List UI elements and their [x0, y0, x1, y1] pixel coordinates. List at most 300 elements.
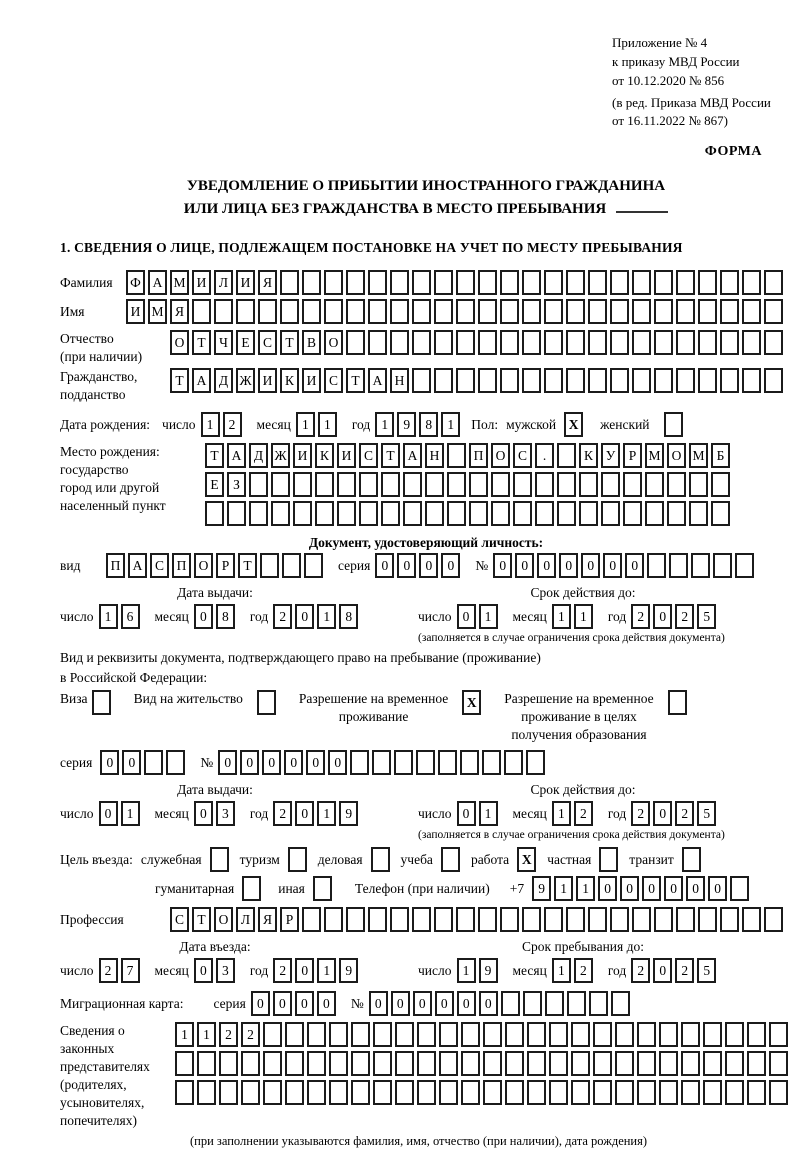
char-box[interactable]	[601, 501, 620, 526]
migration-series-boxes[interactable]	[251, 991, 339, 1016]
char-box[interactable]: К	[315, 443, 334, 468]
char-box[interactable]: 1	[317, 801, 336, 826]
char-box[interactable]: Ф	[126, 270, 145, 295]
char-box[interactable]	[742, 368, 761, 393]
res-issue-day-boxes[interactable]	[99, 801, 143, 826]
char-box[interactable]	[324, 270, 343, 295]
legal-rep-boxes-1[interactable]	[175, 1022, 791, 1047]
char-box[interactable]: 0	[653, 604, 672, 629]
char-box[interactable]: 0	[642, 876, 661, 901]
birth-month-boxes[interactable]	[296, 412, 340, 437]
char-box[interactable]	[337, 501, 356, 526]
birth-place-boxes-2[interactable]	[205, 472, 733, 497]
char-box[interactable]	[747, 1022, 766, 1047]
char-box[interactable]	[527, 1022, 546, 1047]
char-box[interactable]	[764, 368, 783, 393]
res-issue-year-boxes[interactable]	[273, 801, 361, 826]
char-box[interactable]: 1	[201, 412, 220, 437]
char-box[interactable]	[478, 270, 497, 295]
char-box[interactable]: 1	[479, 801, 498, 826]
res-valid-year-boxes[interactable]	[631, 801, 719, 826]
char-box[interactable]	[571, 1022, 590, 1047]
char-box[interactable]	[280, 270, 299, 295]
char-box[interactable]	[205, 501, 224, 526]
char-box[interactable]	[368, 907, 387, 932]
citizenship-boxes[interactable]	[170, 368, 786, 393]
char-box[interactable]: Р	[280, 907, 299, 932]
char-box[interactable]	[720, 368, 739, 393]
char-box[interactable]	[513, 501, 532, 526]
char-box[interactable]: 0	[391, 991, 410, 1016]
char-box[interactable]	[390, 907, 409, 932]
char-box[interactable]	[571, 1051, 590, 1076]
char-box[interactable]	[544, 330, 563, 355]
char-box[interactable]: 0	[295, 958, 314, 983]
char-box[interactable]: Я	[258, 270, 277, 295]
char-box[interactable]: 6	[121, 604, 140, 629]
char-box[interactable]: В	[302, 330, 321, 355]
char-box[interactable]	[610, 330, 629, 355]
char-box[interactable]	[214, 299, 233, 324]
char-box[interactable]: А	[403, 443, 422, 468]
char-box[interactable]	[483, 1080, 502, 1105]
char-box[interactable]	[346, 330, 365, 355]
char-box[interactable]: Л	[214, 270, 233, 295]
birth-year-boxes[interactable]	[375, 412, 463, 437]
char-box[interactable]	[359, 472, 378, 497]
char-box[interactable]: 0	[653, 958, 672, 983]
char-box[interactable]	[368, 299, 387, 324]
char-box[interactable]: С	[170, 907, 189, 932]
residence-permit-checkbox[interactable]	[257, 690, 276, 715]
female-checkbox[interactable]	[664, 412, 683, 437]
char-box[interactable]	[434, 368, 453, 393]
birth-place-boxes-1[interactable]	[205, 443, 733, 468]
char-box[interactable]	[522, 368, 541, 393]
purpose-private-checkbox[interactable]	[599, 847, 618, 872]
char-box[interactable]: О	[214, 907, 233, 932]
char-box[interactable]	[395, 1022, 414, 1047]
char-box[interactable]: 1	[552, 801, 571, 826]
char-box[interactable]: 0	[194, 958, 213, 983]
char-box[interactable]	[711, 501, 730, 526]
char-box[interactable]	[447, 501, 466, 526]
char-box[interactable]: З	[227, 472, 246, 497]
id-valid-month-boxes[interactable]	[552, 604, 596, 629]
char-box[interactable]: 1	[441, 412, 460, 437]
purpose-humanitarian-checkbox[interactable]	[242, 876, 261, 901]
char-box[interactable]	[645, 501, 664, 526]
id-issue-year-boxes[interactable]	[273, 604, 361, 629]
char-box[interactable]: 9	[479, 958, 498, 983]
char-box[interactable]	[219, 1051, 238, 1076]
char-box[interactable]	[566, 907, 585, 932]
char-box[interactable]	[527, 1080, 546, 1105]
char-box[interactable]	[346, 907, 365, 932]
char-box[interactable]	[439, 1051, 458, 1076]
char-box[interactable]: 2	[631, 801, 650, 826]
char-box[interactable]: 0	[537, 553, 556, 578]
char-box[interactable]	[439, 1022, 458, 1047]
char-box[interactable]: 1	[99, 604, 118, 629]
char-box[interactable]	[676, 270, 695, 295]
char-box[interactable]	[478, 299, 497, 324]
char-box[interactable]	[412, 368, 431, 393]
char-box[interactable]	[588, 299, 607, 324]
char-box[interactable]	[390, 330, 409, 355]
char-box[interactable]	[417, 1051, 436, 1076]
char-box[interactable]	[549, 1080, 568, 1105]
char-box[interactable]: 0	[603, 553, 622, 578]
char-box[interactable]	[271, 501, 290, 526]
char-box[interactable]: 9	[339, 801, 358, 826]
char-box[interactable]: И	[302, 368, 321, 393]
char-box[interactable]: 0	[664, 876, 683, 901]
char-box[interactable]	[260, 553, 279, 578]
legal-rep-boxes-3[interactable]	[175, 1080, 791, 1105]
char-box[interactable]	[535, 501, 554, 526]
char-box[interactable]	[263, 1080, 282, 1105]
surname-boxes[interactable]	[126, 270, 786, 295]
char-box[interactable]: 1	[317, 604, 336, 629]
char-box[interactable]: М	[689, 443, 708, 468]
char-box[interactable]	[263, 1051, 282, 1076]
char-box[interactable]: 0	[457, 991, 476, 1016]
char-box[interactable]	[632, 368, 651, 393]
char-box[interactable]: Р	[623, 443, 642, 468]
char-box[interactable]	[659, 1080, 678, 1105]
char-box[interactable]	[460, 750, 479, 775]
char-box[interactable]	[513, 472, 532, 497]
entry-year-boxes[interactable]	[273, 958, 361, 983]
char-box[interactable]: 5	[697, 801, 716, 826]
char-box[interactable]	[478, 330, 497, 355]
char-box[interactable]	[241, 1051, 260, 1076]
char-box[interactable]: И	[258, 368, 277, 393]
char-box[interactable]: Ч	[214, 330, 233, 355]
char-box[interactable]	[461, 1022, 480, 1047]
char-box[interactable]: 0	[306, 750, 325, 775]
char-box[interactable]	[742, 330, 761, 355]
char-box[interactable]	[681, 1080, 700, 1105]
char-box[interactable]	[346, 270, 365, 295]
char-box[interactable]: 0	[240, 750, 259, 775]
char-box[interactable]: 0	[328, 750, 347, 775]
char-box[interactable]: И	[293, 443, 312, 468]
char-box[interactable]	[351, 1051, 370, 1076]
char-box[interactable]	[637, 1022, 656, 1047]
char-box[interactable]	[501, 991, 520, 1016]
char-box[interactable]	[691, 553, 710, 578]
patronymic-boxes[interactable]	[170, 330, 786, 355]
id-issue-month-boxes[interactable]	[194, 604, 238, 629]
id-valid-year-boxes[interactable]	[631, 604, 719, 629]
char-box[interactable]: 1	[576, 876, 595, 901]
char-box[interactable]	[545, 991, 564, 1016]
char-box[interactable]	[579, 501, 598, 526]
char-box[interactable]: П	[106, 553, 125, 578]
char-box[interactable]	[593, 1080, 612, 1105]
char-box[interactable]: 0	[581, 553, 600, 578]
char-box[interactable]	[285, 1051, 304, 1076]
char-box[interactable]	[175, 1051, 194, 1076]
char-box[interactable]	[720, 330, 739, 355]
char-box[interactable]: И	[126, 299, 145, 324]
char-box[interactable]	[725, 1022, 744, 1047]
char-box[interactable]: А	[192, 368, 211, 393]
char-box[interactable]	[302, 907, 321, 932]
char-box[interactable]	[500, 299, 519, 324]
stay-month-boxes[interactable]	[552, 958, 596, 983]
char-box[interactable]: 0	[686, 876, 705, 901]
char-box[interactable]: Я	[258, 907, 277, 932]
char-box[interactable]: 2	[219, 1022, 238, 1047]
char-box[interactable]: 0	[317, 991, 336, 1016]
char-box[interactable]	[197, 1051, 216, 1076]
stay-day-boxes[interactable]	[457, 958, 501, 983]
char-box[interactable]: 0	[284, 750, 303, 775]
char-box[interactable]	[456, 368, 475, 393]
char-box[interactable]: 1	[375, 412, 394, 437]
char-box[interactable]: 8	[339, 604, 358, 629]
profession-boxes[interactable]	[170, 907, 786, 932]
char-box[interactable]: 0	[369, 991, 388, 1016]
char-box[interactable]	[571, 1080, 590, 1105]
char-box[interactable]: Е	[205, 472, 224, 497]
char-box[interactable]: 2	[273, 801, 292, 826]
char-box[interactable]: 0	[295, 991, 314, 1016]
char-box[interactable]	[258, 299, 277, 324]
char-box[interactable]: И	[192, 270, 211, 295]
char-box[interactable]: М	[645, 443, 664, 468]
char-box[interactable]	[491, 501, 510, 526]
char-box[interactable]: Е	[236, 330, 255, 355]
char-box[interactable]	[461, 1080, 480, 1105]
char-box[interactable]	[720, 907, 739, 932]
char-box[interactable]	[359, 501, 378, 526]
char-box[interactable]	[456, 907, 475, 932]
char-box[interactable]: 2	[675, 801, 694, 826]
char-box[interactable]: С	[150, 553, 169, 578]
char-box[interactable]	[610, 368, 629, 393]
char-box[interactable]	[632, 299, 651, 324]
char-box[interactable]	[500, 330, 519, 355]
char-box[interactable]: 0	[295, 604, 314, 629]
char-box[interactable]	[249, 501, 268, 526]
char-box[interactable]	[368, 330, 387, 355]
char-box[interactable]	[478, 907, 497, 932]
char-box[interactable]	[637, 1051, 656, 1076]
char-box[interactable]: Т	[280, 330, 299, 355]
char-box[interactable]	[439, 1080, 458, 1105]
char-box[interactable]: 0	[99, 801, 118, 826]
char-box[interactable]: Т	[205, 443, 224, 468]
char-box[interactable]: О	[491, 443, 510, 468]
char-box[interactable]: 9	[397, 412, 416, 437]
char-box[interactable]	[351, 1080, 370, 1105]
char-box[interactable]	[522, 330, 541, 355]
char-box[interactable]	[505, 1080, 524, 1105]
char-box[interactable]	[372, 750, 391, 775]
doc-number-boxes[interactable]	[493, 553, 757, 578]
char-box[interactable]	[293, 472, 312, 497]
char-box[interactable]: 1	[175, 1022, 194, 1047]
char-box[interactable]	[654, 907, 673, 932]
char-box[interactable]	[557, 501, 576, 526]
char-box[interactable]: Н	[390, 368, 409, 393]
char-box[interactable]	[293, 501, 312, 526]
doc-kind-boxes[interactable]	[106, 553, 326, 578]
char-box[interactable]: 0	[218, 750, 237, 775]
char-box[interactable]	[522, 270, 541, 295]
char-box[interactable]	[698, 907, 717, 932]
char-box[interactable]	[769, 1051, 788, 1076]
char-box[interactable]: 1	[317, 958, 336, 983]
char-box[interactable]: 0	[479, 991, 498, 1016]
char-box[interactable]	[526, 750, 545, 775]
char-box[interactable]	[373, 1051, 392, 1076]
char-box[interactable]	[456, 330, 475, 355]
char-box[interactable]	[654, 368, 673, 393]
char-box[interactable]	[698, 368, 717, 393]
char-box[interactable]	[263, 1022, 282, 1047]
res-number-boxes[interactable]	[218, 750, 548, 775]
char-box[interactable]: Б	[711, 443, 730, 468]
char-box[interactable]: 0	[625, 553, 644, 578]
char-box[interactable]	[588, 270, 607, 295]
char-box[interactable]	[689, 501, 708, 526]
char-box[interactable]	[610, 270, 629, 295]
char-box[interactable]	[764, 270, 783, 295]
char-box[interactable]	[544, 299, 563, 324]
char-box[interactable]: 9	[339, 958, 358, 983]
char-box[interactable]	[505, 1022, 524, 1047]
char-box[interactable]	[390, 270, 409, 295]
char-box[interactable]	[482, 750, 501, 775]
char-box[interactable]	[566, 299, 585, 324]
char-box[interactable]	[579, 472, 598, 497]
char-box[interactable]	[282, 553, 301, 578]
char-box[interactable]	[720, 270, 739, 295]
char-box[interactable]	[742, 907, 761, 932]
purpose-tourism-checkbox[interactable]	[288, 847, 307, 872]
char-box[interactable]	[769, 1022, 788, 1047]
char-box[interactable]	[566, 270, 585, 295]
char-box[interactable]	[730, 876, 749, 901]
char-box[interactable]	[197, 1080, 216, 1105]
char-box[interactable]	[192, 299, 211, 324]
char-box[interactable]	[500, 907, 519, 932]
char-box[interactable]	[566, 368, 585, 393]
char-box[interactable]: 2	[223, 412, 242, 437]
char-box[interactable]	[403, 501, 422, 526]
char-box[interactable]	[373, 1080, 392, 1105]
entry-month-boxes[interactable]	[194, 958, 238, 983]
char-box[interactable]: Т	[192, 907, 211, 932]
char-box[interactable]	[395, 1051, 414, 1076]
char-box[interactable]: С	[359, 443, 378, 468]
char-box[interactable]	[329, 1051, 348, 1076]
res-series-boxes[interactable]	[100, 750, 188, 775]
char-box[interactable]: Т	[238, 553, 257, 578]
char-box[interactable]: К	[280, 368, 299, 393]
char-box[interactable]	[394, 750, 413, 775]
char-box[interactable]: 0	[708, 876, 727, 901]
char-box[interactable]	[504, 750, 523, 775]
char-box[interactable]: 0	[441, 553, 460, 578]
char-box[interactable]: 0	[559, 553, 578, 578]
char-box[interactable]	[747, 1051, 766, 1076]
char-box[interactable]	[315, 501, 334, 526]
char-box[interactable]: 1	[318, 412, 337, 437]
char-box[interactable]	[505, 1051, 524, 1076]
char-box[interactable]	[527, 1051, 546, 1076]
char-box[interactable]: 1	[197, 1022, 216, 1047]
char-box[interactable]	[769, 1080, 788, 1105]
char-box[interactable]	[764, 907, 783, 932]
char-box[interactable]: Т	[170, 368, 189, 393]
stay-year-boxes[interactable]	[631, 958, 719, 983]
char-box[interactable]	[346, 299, 365, 324]
char-box[interactable]	[280, 299, 299, 324]
char-box[interactable]: Л	[236, 907, 255, 932]
id-valid-day-boxes[interactable]	[457, 604, 501, 629]
char-box[interactable]: 2	[675, 604, 694, 629]
char-box[interactable]	[544, 368, 563, 393]
char-box[interactable]: О	[170, 330, 189, 355]
char-box[interactable]: .	[535, 443, 554, 468]
char-box[interactable]	[434, 330, 453, 355]
char-box[interactable]	[324, 907, 343, 932]
char-box[interactable]: О	[667, 443, 686, 468]
char-box[interactable]	[523, 991, 542, 1016]
char-box[interactable]: С	[258, 330, 277, 355]
char-box[interactable]	[632, 907, 651, 932]
char-box[interactable]	[302, 299, 321, 324]
char-box[interactable]	[720, 299, 739, 324]
char-box[interactable]	[735, 553, 754, 578]
char-box[interactable]: 0	[413, 991, 432, 1016]
char-box[interactable]	[713, 553, 732, 578]
res-valid-month-boxes[interactable]	[552, 801, 596, 826]
char-box[interactable]: 0	[435, 991, 454, 1016]
char-box[interactable]: 0	[457, 801, 476, 826]
legal-rep-boxes-2[interactable]	[175, 1051, 791, 1076]
char-box[interactable]	[249, 472, 268, 497]
char-box[interactable]	[601, 472, 620, 497]
char-box[interactable]: 0	[122, 750, 141, 775]
char-box[interactable]: 7	[121, 958, 140, 983]
char-box[interactable]: 0	[515, 553, 534, 578]
char-box[interactable]	[417, 1022, 436, 1047]
char-box[interactable]: 1	[457, 958, 476, 983]
char-box[interactable]: М	[148, 299, 167, 324]
char-box[interactable]	[588, 368, 607, 393]
char-box[interactable]	[544, 907, 563, 932]
char-box[interactable]: 2	[273, 958, 292, 983]
char-box[interactable]	[456, 299, 475, 324]
char-box[interactable]: Д	[249, 443, 268, 468]
birth-day-boxes[interactable]	[201, 412, 245, 437]
char-box[interactable]: А	[148, 270, 167, 295]
char-box[interactable]: И	[337, 443, 356, 468]
char-box[interactable]	[522, 299, 541, 324]
char-box[interactable]: 2	[631, 958, 650, 983]
char-box[interactable]	[219, 1080, 238, 1105]
char-box[interactable]	[500, 368, 519, 393]
char-box[interactable]: 8	[419, 412, 438, 437]
char-box[interactable]	[610, 907, 629, 932]
